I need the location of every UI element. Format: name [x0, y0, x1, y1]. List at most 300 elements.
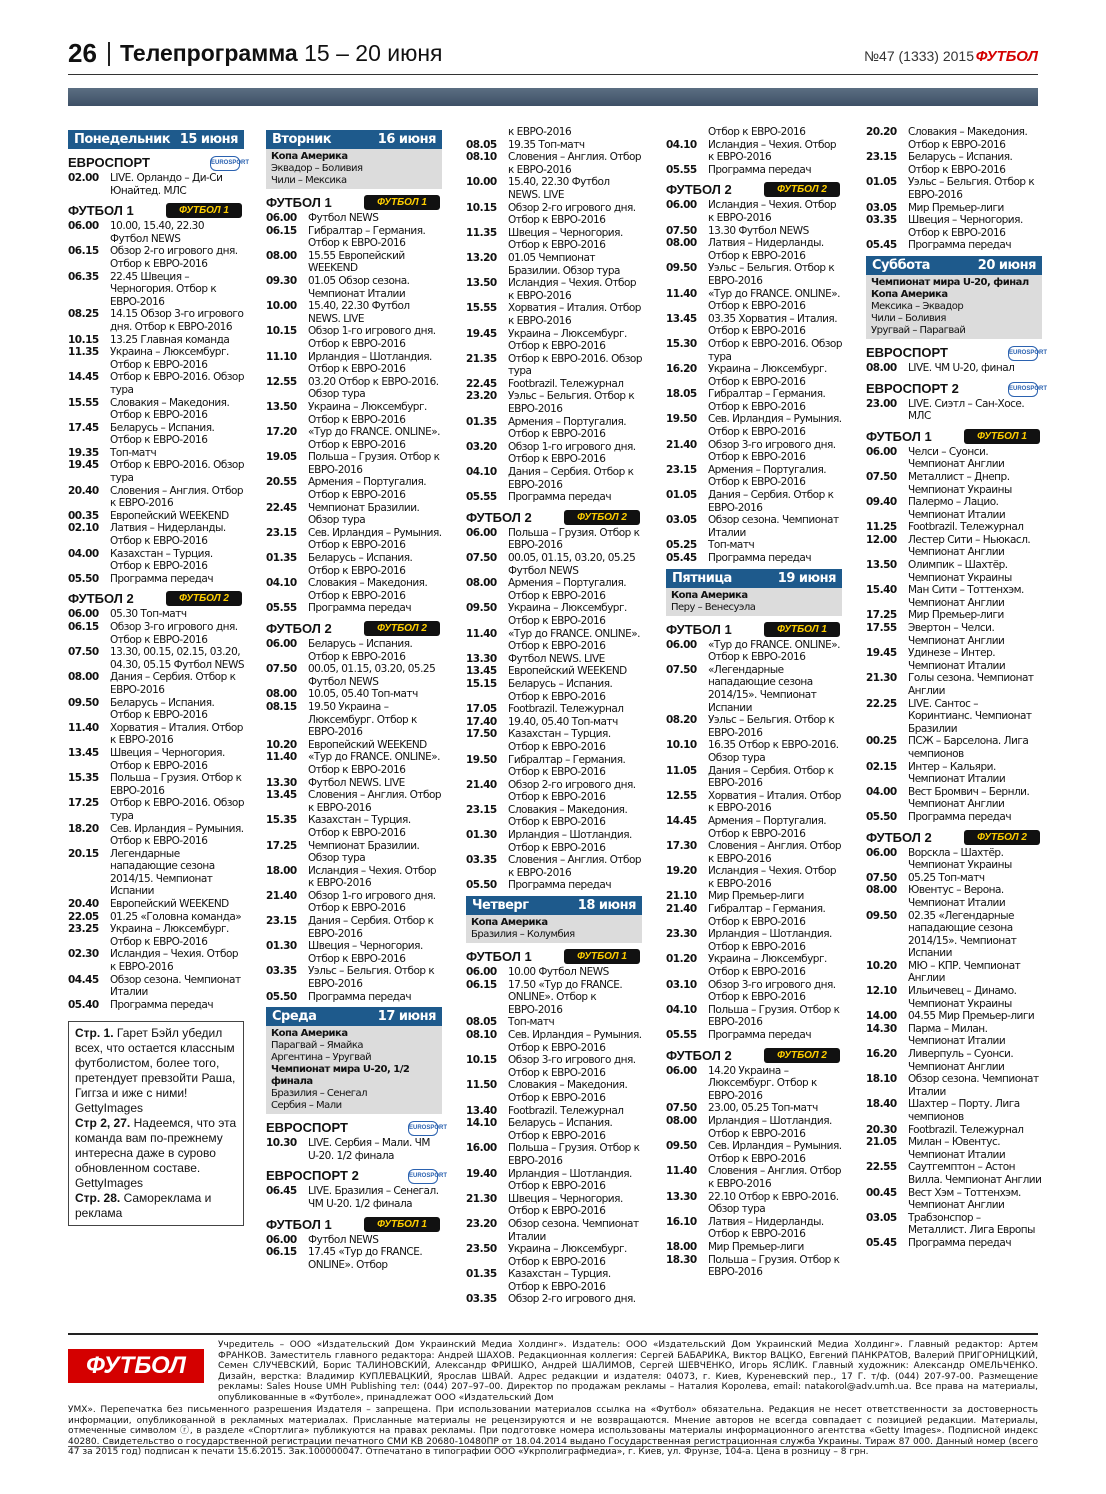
program-title: Украина – Люксембург. Отбор к ЕВРО-2016 — [708, 363, 827, 388]
program-row — [466, 126, 642, 139]
day-header — [466, 896, 642, 915]
program-title: Европейский WEEKEND — [508, 665, 627, 678]
program-row — [68, 974, 244, 999]
program-time: 11.40 — [266, 751, 297, 764]
program-time: 04.00 — [68, 547, 99, 560]
program-title: Обзор 1-го игрового дня. Отбор к ЕВРО-2016 — [308, 889, 436, 915]
program-row — [68, 621, 244, 646]
program-time: 06.00 — [466, 966, 497, 979]
program-title: Исландия – Чехия. Отбор к ЕВРО-2016 — [110, 948, 239, 974]
program-title: Обзор сезона. Чемпионат Италии — [110, 973, 241, 999]
program-time: 05.55 — [666, 163, 697, 176]
channel-name: ФУТБОЛ 2 — [68, 591, 134, 607]
program-row — [866, 622, 1042, 647]
program-title: LIVE. Орландо – Ди-Си Юнайтед. МЛС — [110, 172, 223, 197]
program-time: 01.35 — [466, 1268, 497, 1281]
program-title: Беларусь – Испания. Отбор к ЕВРО-2016 — [308, 638, 413, 663]
program-row — [866, 559, 1042, 584]
program-row — [68, 697, 244, 722]
program-time: 22.45 — [466, 377, 497, 390]
program-title: МЮ – КПР. Чемпионат Англии — [908, 959, 1021, 985]
program-title: Латвия – Нидерланды. Отбор к ЕВРО-2016 — [708, 1215, 824, 1241]
program-title: 23.00, 05.25 Топ-матч — [708, 1102, 818, 1115]
program-row — [466, 728, 642, 753]
program-title: Польша – Грузия. Отбор к ЕВРО-2016 — [508, 526, 640, 552]
program-row — [466, 527, 642, 552]
program-time: 21.40 — [666, 438, 697, 451]
program-title: Обзор 2-го игрового дня. Отбор к ЕВРО-2016 — [508, 201, 636, 227]
program-time: 07.50 — [68, 646, 99, 659]
program-title: Программа передач — [308, 602, 412, 615]
program-row — [68, 346, 244, 371]
program-time: 01.30 — [466, 829, 497, 842]
program-title: Обзор 1-го игрового дня. Отбор к ЕВРО-2016 — [508, 440, 636, 466]
channel-name: ФУТБОЛ 1 — [68, 203, 134, 219]
program-title: Словения – Англия. Отбор к ЕВРО-2016 — [508, 151, 642, 176]
program-time: 12.00 — [866, 533, 897, 546]
program-time: 07.50 — [666, 1102, 697, 1115]
program-time: 04.00 — [866, 785, 897, 798]
program-title: Словакия – Македония. Отбор к ЕВРО-2016 — [508, 803, 628, 829]
program-title: Исландия – Чехия. Отбор к ЕВРО-2016 — [708, 199, 837, 224]
program-title: Мир Премьер-лиги — [908, 609, 1004, 622]
program-time: 17.45 — [68, 421, 99, 434]
program-row — [466, 829, 642, 854]
program-row — [666, 1065, 842, 1103]
channel-header — [266, 1168, 448, 1184]
program-title: Хорватия – Италия. Отбор к ЕВРО-2016 — [110, 721, 243, 747]
program-row — [266, 991, 442, 1004]
program-title: Программа передач — [708, 1029, 812, 1041]
program-time: 21.10 — [666, 890, 697, 903]
program-title: 01.05 Чемпионат Бразилии. Обзор тура — [508, 251, 620, 277]
program-time: 18.00 — [266, 864, 297, 877]
program-row — [68, 608, 244, 621]
column-4 — [666, 126, 842, 1279]
program-row — [466, 227, 642, 252]
program-time: 16.20 — [866, 1048, 897, 1061]
program-title: Европейский WEEKEND — [110, 509, 229, 522]
program-row — [866, 761, 1042, 786]
column-2 — [266, 126, 448, 1271]
match-line: Мексика – Эквадор — [871, 300, 964, 312]
program-row — [466, 390, 642, 415]
program-time: 06.00 — [666, 1064, 697, 1077]
program-title: 00.05, 01.15, 03.20, 05.25 Футбол NEWS — [308, 663, 436, 688]
program-row — [666, 714, 842, 739]
program-time: 14.45 — [68, 371, 99, 384]
program-row — [466, 703, 642, 716]
program-title: Обзор сезона. Чемпионат Италии — [908, 1073, 1039, 1098]
channel-logo: ФУТБОЛ 2 — [764, 1048, 840, 1063]
program-row — [68, 422, 244, 447]
program-title: Казахстан – Турция. Отбор к ЕВРО-2016 — [508, 728, 611, 753]
program-row — [466, 1105, 642, 1118]
program-time: 21.05 — [866, 1136, 897, 1149]
program-time: 07.50 — [466, 552, 497, 564]
program-title: Трабзонспор – Металлист. Лига Европы — [908, 1211, 1035, 1237]
channel-header — [466, 949, 642, 965]
program-time: 17.40 — [466, 715, 497, 728]
channel-name: ЕВРОСПОРТ 2 — [866, 380, 959, 396]
program-row — [666, 489, 842, 514]
program-title: LIVE. Сантос – Коринтианс. Чемпионат Бразилии — [908, 697, 1032, 735]
program-time: 06.15 — [68, 621, 99, 633]
program-time: 13.50 — [866, 559, 897, 572]
program-title: 19.35 Топ-матч — [508, 138, 585, 151]
match-line: Парагвай – Ямайка — [271, 1040, 364, 1052]
program-title: Армения – Португалия. Отбор к ЕВРО-2016 — [508, 415, 627, 441]
program-row — [466, 277, 642, 302]
program-time: 06.15 — [266, 224, 297, 237]
program-time: 08.00 — [866, 884, 897, 897]
program-time: 01.20 — [666, 953, 697, 966]
program-time: 15.40 — [866, 584, 897, 597]
program-row — [266, 1246, 442, 1271]
program-title: Мир Премьер-лиги — [908, 201, 1004, 214]
program-row — [466, 665, 642, 678]
program-row — [266, 351, 442, 376]
program-title: Легендарные нападающие сезона 2014/15. Чемпионат Испании — [110, 847, 215, 898]
program-title: Челси – Суонси. Чемпионат Англии — [908, 445, 1005, 471]
channel-header — [68, 203, 244, 219]
program-row — [866, 126, 1042, 151]
program-row — [666, 979, 842, 1004]
program-title: Уэльс – Бельгия. Отбор к ЕВРО-2016 — [908, 176, 1035, 201]
program-title: Ирландия – Шотландия. Отбор к ЕВРО-2016 — [508, 1167, 632, 1193]
program-row — [68, 722, 244, 747]
program-title: Сев. Ирландия – Румыния. Отбор к ЕВРО-2016 — [708, 1140, 842, 1165]
program-row — [266, 890, 442, 915]
program-row — [866, 1187, 1042, 1212]
program-row — [866, 1212, 1042, 1237]
program-row — [666, 126, 842, 139]
channel-name: ЕВРОСПОРТ — [68, 155, 150, 170]
program-row — [866, 647, 1042, 672]
program-time: 23.20 — [466, 1217, 497, 1230]
program-title: Программа передач — [908, 239, 1012, 252]
program-title: Исландия – Чехия. Отбор к ЕВРО-2016 — [308, 864, 437, 890]
program-time: 11.35 — [68, 346, 99, 359]
program-time: 20.30 — [866, 1123, 897, 1136]
program-time: 04.10 — [466, 466, 497, 479]
program-time: 18.30 — [666, 1253, 697, 1266]
program-title: Металлист – Днепр. Чемпионат Украины — [908, 470, 1012, 496]
program-row — [866, 698, 1042, 736]
footer — [68, 1333, 1038, 1458]
program-time: 11.40 — [666, 287, 697, 300]
program-row — [466, 302, 642, 327]
program-time: 03.35 — [466, 1293, 497, 1306]
program-row — [866, 847, 1042, 872]
program-row — [666, 1102, 842, 1115]
tournament-title: Копа Америка — [271, 151, 348, 162]
program-title: Дания – Сербия. Отбор к ЕВРО-2016 — [308, 915, 434, 940]
program-row — [466, 139, 642, 152]
program-title: 13.30, 00.15, 02.15, 03.20, 04.30, 05.15 Футбол NEWS — [110, 646, 244, 671]
decorative-band — [68, 88, 1038, 106]
program-row — [666, 139, 842, 164]
program-row — [68, 447, 244, 460]
credit-page: Стр. 1. — [75, 1026, 114, 1041]
program-time: 17.05 — [466, 703, 497, 716]
channel-header — [666, 622, 842, 638]
program-title: Отбор к ЕВРО-2016 — [708, 126, 806, 138]
program-row — [466, 328, 642, 353]
day-name: Понедельник — [74, 132, 171, 147]
program-time: 01.30 — [266, 940, 297, 953]
program-row — [666, 199, 842, 224]
program-row — [666, 164, 842, 177]
program-row — [266, 751, 442, 776]
channel-logo: ФУТБОЛ 1 — [166, 203, 242, 218]
day-name: Среда — [272, 1009, 317, 1025]
program-title: Европейский WEEKEND — [110, 898, 229, 911]
channel-header — [68, 591, 244, 607]
program-time: 04.10 — [266, 577, 297, 590]
program-time: 11.35 — [466, 226, 497, 239]
program-time: 10.00 — [266, 300, 297, 313]
day-name: Суббота — [872, 257, 930, 273]
program-row — [866, 471, 1042, 496]
channel-name: ФУТБОЛ 1 — [266, 1216, 332, 1232]
program-row — [866, 176, 1042, 201]
program-time: 20.20 — [866, 126, 897, 138]
program-title: Исландия – Чехия. Отбор к ЕВРО-2016 — [708, 138, 837, 164]
column-3 — [466, 126, 642, 1306]
program-time: 13.30 — [266, 776, 297, 789]
program-row — [466, 491, 642, 504]
program-title: Казахстан – Турция. Отбор к ЕВРО-2016 — [308, 814, 411, 839]
program-row — [466, 466, 642, 491]
program-title: Ворскла – Шахтёр. Чемпионат Украины — [908, 846, 1012, 872]
program-time: 06.15 — [68, 245, 99, 258]
program-row — [68, 823, 244, 848]
program-time: 11.40 — [68, 721, 99, 734]
program-title: Беларусь – Испания. Отбор к ЕВРО-2016 — [110, 696, 215, 722]
program-title: Словакия – Македония. Отбор к ЕВРО-2016 — [110, 396, 230, 422]
channel-header — [666, 182, 842, 198]
program-time: 13.20 — [466, 251, 497, 264]
program-title: Голы сезона. Чемпионат Англии — [908, 672, 1034, 697]
program-time: 13.45 — [266, 789, 297, 802]
program-title: Швеция – Черногория. Отбор к ЕВРО-2016 — [508, 1192, 623, 1218]
page-number: 26 — [68, 38, 97, 68]
program-row — [666, 765, 842, 790]
program-time: 07.50 — [666, 224, 697, 237]
program-time: 05.45 — [866, 1236, 897, 1249]
program-row — [666, 338, 842, 363]
program-row — [68, 308, 244, 333]
program-title: Словения – Англия. Отбор к ЕВРО-2016 — [708, 840, 842, 865]
program-title: Словения – Англия. Отбор к ЕВРО-2016 — [508, 854, 642, 879]
program-row — [266, 577, 442, 602]
program-time: 08.05 — [466, 138, 497, 151]
program-title: Лестер Сити – Ньюкасл. Чемпионат Англии — [908, 533, 1031, 559]
channel-name: ФУТБОЛ 2 — [666, 1047, 732, 1063]
program-time: 05.50 — [466, 879, 497, 892]
column-5 — [866, 126, 1048, 1250]
program-time: 22.55 — [866, 1161, 897, 1174]
program-row — [866, 960, 1042, 985]
program-row — [666, 514, 842, 539]
program-row — [866, 214, 1042, 239]
brand-logo-small: ФУТБОЛ — [975, 48, 1038, 65]
program-time: 21.35 — [466, 352, 497, 365]
program-time: 17.30 — [666, 840, 697, 853]
program-title: Украина – Люксембург. Отбор к ЕВРО-2016 — [308, 400, 427, 426]
program-time: 02.00 — [68, 172, 99, 184]
program-title: Саутгемптон – Астон Вилла. Чемпионат Англии — [908, 1161, 1042, 1186]
program-title: Программа передач — [508, 879, 612, 892]
program-title: Обзор 3-го игрового дня. Отбор к ЕВРО-2016 — [508, 1054, 636, 1079]
program-row — [466, 1168, 642, 1193]
program-title: Армения – Португалия. Отбор к ЕВРО-2016 — [708, 463, 827, 489]
program-row — [266, 325, 442, 350]
program-row — [866, 239, 1042, 252]
program-title: Гибралтар – Германия. Отбор к ЕВРО-2016 — [508, 753, 626, 779]
program-row — [866, 985, 1042, 1010]
program-time: 19.05 — [266, 451, 297, 464]
channel-name: ЕВРОСПОРТ — [266, 1120, 348, 1136]
match-line: Аргентина – Уругвай — [271, 1052, 372, 1064]
program-row — [666, 413, 842, 438]
program-row — [666, 928, 842, 953]
program-title: LIVE. ЧМ U-20, финал — [908, 361, 1015, 374]
program-row — [266, 212, 442, 225]
channel-name: ЕВРОСПОРТ 2 — [266, 1168, 359, 1184]
program-time: 05.45 — [666, 552, 697, 564]
program-time: 03.05 — [866, 201, 897, 214]
program-title: 16.35 Отбор к ЕВРО-2016. Обзор тура — [708, 739, 839, 764]
program-time: 09.50 — [666, 262, 697, 275]
program-title: Удинезе – Интер. Чемпионат Италии — [908, 647, 1006, 672]
program-row — [666, 840, 842, 865]
program-time: 06.00 — [266, 638, 297, 650]
program-time: 17.20 — [266, 426, 297, 439]
program-time: 07.50 — [866, 470, 897, 483]
program-time: 19.45 — [866, 647, 897, 660]
program-row — [466, 1117, 642, 1142]
program-row — [666, 225, 842, 238]
day-date: 17 июня — [377, 1009, 436, 1025]
program-title: Footbrazil. Тележурнал — [908, 1123, 1024, 1136]
program-row — [266, 1137, 442, 1162]
program-row — [666, 1191, 842, 1216]
program-title: Ливерпуль – Суонси. Чемпионат Англии — [908, 1048, 1014, 1073]
match-line: Эквадор – Боливия — [271, 163, 363, 174]
program-time: 23.15 — [466, 803, 497, 816]
program-time: 14.30 — [866, 1022, 897, 1035]
program-time: 17.25 — [866, 609, 897, 622]
program-row — [866, 735, 1042, 760]
program-time: 06.35 — [68, 270, 99, 283]
program-time: 11.50 — [466, 1079, 497, 1092]
program-row — [866, 1136, 1042, 1161]
program-title: Польша – Грузия. Отбор к ЕВРО-2016 — [708, 1253, 840, 1279]
program-title: Отбор к ЕВРО-2016. Обзор тура — [110, 371, 244, 396]
day-header — [68, 130, 244, 149]
day-name: Четверг — [472, 898, 529, 914]
program-title: Ильичевец – Динамо. Чемпионат Украины — [908, 985, 1017, 1010]
program-time: 23.25 — [68, 923, 99, 936]
credit-page: Стр. 28. — [75, 1191, 121, 1206]
program-row — [68, 923, 244, 948]
program-time: 15.35 — [68, 772, 99, 785]
tournament-title: Чемпионат мира U-20, 1/2 финала — [271, 1064, 410, 1088]
program-time: 06.00 — [68, 608, 99, 621]
channel-logo: ФУТБОЛ 1 — [764, 622, 840, 637]
program-time: 10.20 — [266, 738, 297, 751]
channel-name: ФУТБОЛ 2 — [466, 509, 532, 525]
program-row — [666, 1029, 842, 1042]
program-title: Дания – Сербия. Отбор к ЕВРО-2016 — [508, 466, 634, 491]
day-date: 18 июня — [577, 898, 636, 914]
program-row — [866, 446, 1042, 471]
program-row — [866, 811, 1042, 824]
program-time: 08.20 — [666, 714, 697, 727]
program-time: 07.50 — [266, 663, 297, 676]
program-title: Ирландия – Шотландия. Отбор к ЕВРО-2016 — [708, 928, 832, 953]
program-title: Армения – Португалия. Отбор к ЕВРО-2016 — [708, 814, 827, 840]
program-title: Украина – Люксембург. Отбор к ЕВРО-2016 — [508, 602, 627, 627]
program-time: 06.15 — [266, 1246, 297, 1259]
program-title: Программа передач — [508, 491, 612, 504]
program-time: 15.55 — [466, 302, 497, 315]
program-time: 11.40 — [666, 1165, 697, 1178]
program-time: 19.35 — [68, 446, 99, 459]
program-row — [666, 790, 842, 815]
eurosport-logo: EUROSPORT — [408, 1169, 438, 1184]
day-header — [666, 569, 842, 588]
column-1 — [68, 126, 250, 1226]
channel-header — [466, 510, 642, 526]
channel-header — [866, 830, 1042, 846]
program-title: Европейский WEEKEND — [308, 738, 427, 751]
program-time: 04.10 — [666, 138, 697, 151]
tournament-title: Чемпионат мира U-20, финал — [871, 276, 1029, 288]
channel-logo: ФУТБОЛ 2 — [564, 510, 640, 525]
program-title: 15.55 Европейский WEEKEND — [308, 249, 405, 275]
program-row — [866, 1098, 1042, 1123]
program-row — [866, 398, 1042, 423]
program-time: 08.25 — [68, 308, 99, 321]
program-row — [466, 628, 642, 653]
program-time: 09.50 — [866, 909, 897, 922]
program-row — [866, 884, 1042, 909]
program-title: Сев. Ирландия – Румыния. Отбор к ЕВРО-2016 — [708, 413, 842, 439]
program-time: 03.20 — [466, 440, 497, 453]
program-title: Программа передач — [908, 1236, 1012, 1249]
imprint-continued: УМХ». Перепечатка без письменного разрешения Издателя – запрещена. При использовании материалов ссылка на «Футбол» обязательна. Редакция не несет ответственности за достоверность информации, опубликованной в рекламных материалах. Присланные материалы не рецензируются и не возвращаются. Мнение авторов не всегда совпадает с позицией редакции. Материалы, отмеченные символом ⓡ, в разделе «Спортлига» публикуются на правах рекламы. При подготовке номера использованы материалы информационного агентства «Getty Images». Подписной индекс 40280. Свидетельство о государственной регистрации печатного СМИ КВ 20680-10480ПР от 18.04.2014 выдано Государственная регистрационная служба Украины. Тираж 87 000. Данный номер (всего 47 за 2015 год) подписан к печати 15.6.2015. Зак.100000047. Отпечатано в типографии ООО «Укрполиграфмедиа», г. Киев, ул. Фрунзе, 104-а. Цена в розницу – 8 грн. — [68, 1405, 1038, 1457]
program-row — [68, 911, 244, 924]
imprint: Учредитель – ООО «Издательский Дом Украинский Медиа Холдинг». Издатель: ООО «Издательский Дом Украинский Медиа Холдинг». Главный редактор: Артем ФРАНКОВ. Заместитель главного редактора: Андрей ШАХОВ. Редакционная коллегия: Сергей БАБАРИКА, Виктор ВАЦКО, Евгений ПАНКРАТОВ, Валерий ПРИГОРНИЦКИЙ, Семен СЛУЧЕВСКИЙ, Борис ТАЛИНОВСКИЙ, Александр ФРИШКО, Андрей ШАЛИМОВ, Сергей ШЕВЧЕНКО, Игорь ЯСЛИК. Главный художник: Александр ОМЕЛЬЧЕНКО. Дизайн, верстка: Владимир КУПЛЕВАЦКИЙ, Ярослав ШВАЙ. Адрес редакции и издателя: 04073, г. Киев, Куреневский пер., 17 Г. т/ф. (044) 207-97-00. Размещение рекламы: Sales House UMH Publishing тел: (044) 207–97–00. Директор по продажам рекламы – Наталия Королева, email: natakorol@adv.umh.ua. Все права на материалы, опубликованные в «Футболе», принадлежат ООО «Издательский Дом — [218, 1340, 1038, 1403]
program-title: Сев. Ирландия – Румыния. Отбор к ЕВРО-2016 — [508, 1029, 642, 1054]
program-row — [68, 948, 244, 973]
program-time: 00.25 — [866, 735, 897, 748]
program-time: 00.35 — [68, 509, 99, 522]
channel-logo: ФУТБОЛ 2 — [764, 182, 840, 197]
program-time: 08.00 — [266, 688, 297, 701]
program-title: Словакия – Македония. Отбор к ЕВРО-2016 — [908, 126, 1028, 151]
program-row — [666, 664, 842, 714]
program-time: 08.10 — [466, 151, 497, 164]
program-title: Беларусь – Испания. Отбор к ЕВРО-2016 — [508, 1117, 613, 1142]
program-title: Казахстан – Турция. Отбор к ЕВРО-2016 — [110, 547, 213, 573]
program-row — [266, 476, 442, 501]
program-row — [866, 672, 1042, 697]
program-title: LIVE. Сиэтл – Сан-Хосе. МЛС — [908, 397, 1025, 423]
